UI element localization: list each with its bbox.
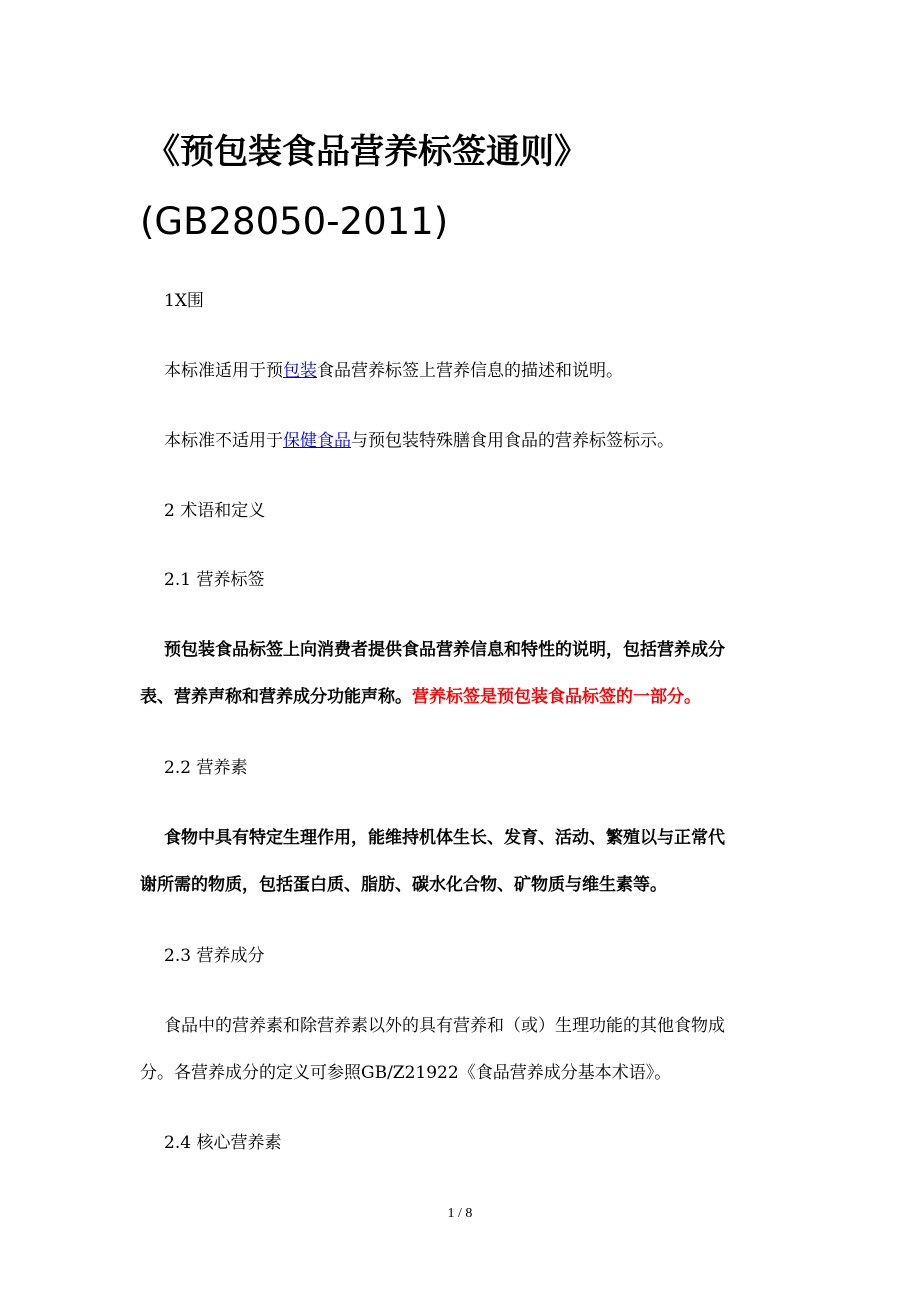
link-health-food[interactable]: 保健食品 [283, 431, 351, 451]
page-number: 1 / 8 [447, 1206, 473, 1221]
paragraph-line [140, 674, 780, 721]
document-standard-number: (GB28050-2011) [140, 200, 449, 243]
section-1-paragraph-2 [140, 418, 804, 465]
section-1-heading: 1X围 [164, 291, 204, 311]
paragraph-line: 分。各营养成分的定义可参照GB/Z21922《食品营养成分基本术语》。 [140, 1063, 672, 1083]
text-segment: 与预包装特殊膳食用食品的营养标签标示。 [351, 431, 674, 451]
section-2-2-paragraph [140, 815, 780, 909]
highlighted-text: 营养标签是预包装食品标签的一部分。 [412, 687, 701, 707]
text-segment: 本标准适用于预 [164, 361, 283, 381]
section-2-3-heading: 2.3 营养成分 [164, 946, 265, 966]
section-2-heading: 2 术语和定义 [164, 501, 266, 521]
paragraph-line: 食物中具有特定生理作用，能维持机体生长、发育、活动、繁殖以与正常代 [164, 828, 725, 848]
paragraph-line: 食品中的营养素和除营养素以外的具有营养和（或）生理功能的其他食物成 [164, 1016, 725, 1036]
section-1-paragraph-1 [140, 348, 804, 395]
paragraph-line: 预包装食品标签上向消费者提供食品营养信息和特性的说明，包括营养成分 [164, 640, 725, 660]
text-segment: 本标准不适用于 [164, 431, 283, 451]
link-packaging[interactable]: 包装 [283, 361, 317, 381]
document-title: 《预包装食品营养标签通则》 [146, 132, 588, 172]
section-2-3-paragraph [140, 1003, 780, 1097]
section-2-2-heading: 2.2 营养素 [164, 758, 248, 778]
section-2-1-heading: 2.1 营养标签 [164, 570, 265, 590]
section-2-4-heading: 2.4 核心营养素 [164, 1133, 282, 1153]
text-segment: 表、营养声称和营养成分功能声称。 [140, 687, 412, 707]
section-2-1-paragraph [140, 627, 780, 721]
text-segment: 食品营养标签上营养信息的描述和说明。 [317, 361, 623, 381]
paragraph-line: 谢所需的物质，包括蛋白质、脂肪、碳水化合物、矿物质与维生素等。 [140, 875, 667, 895]
